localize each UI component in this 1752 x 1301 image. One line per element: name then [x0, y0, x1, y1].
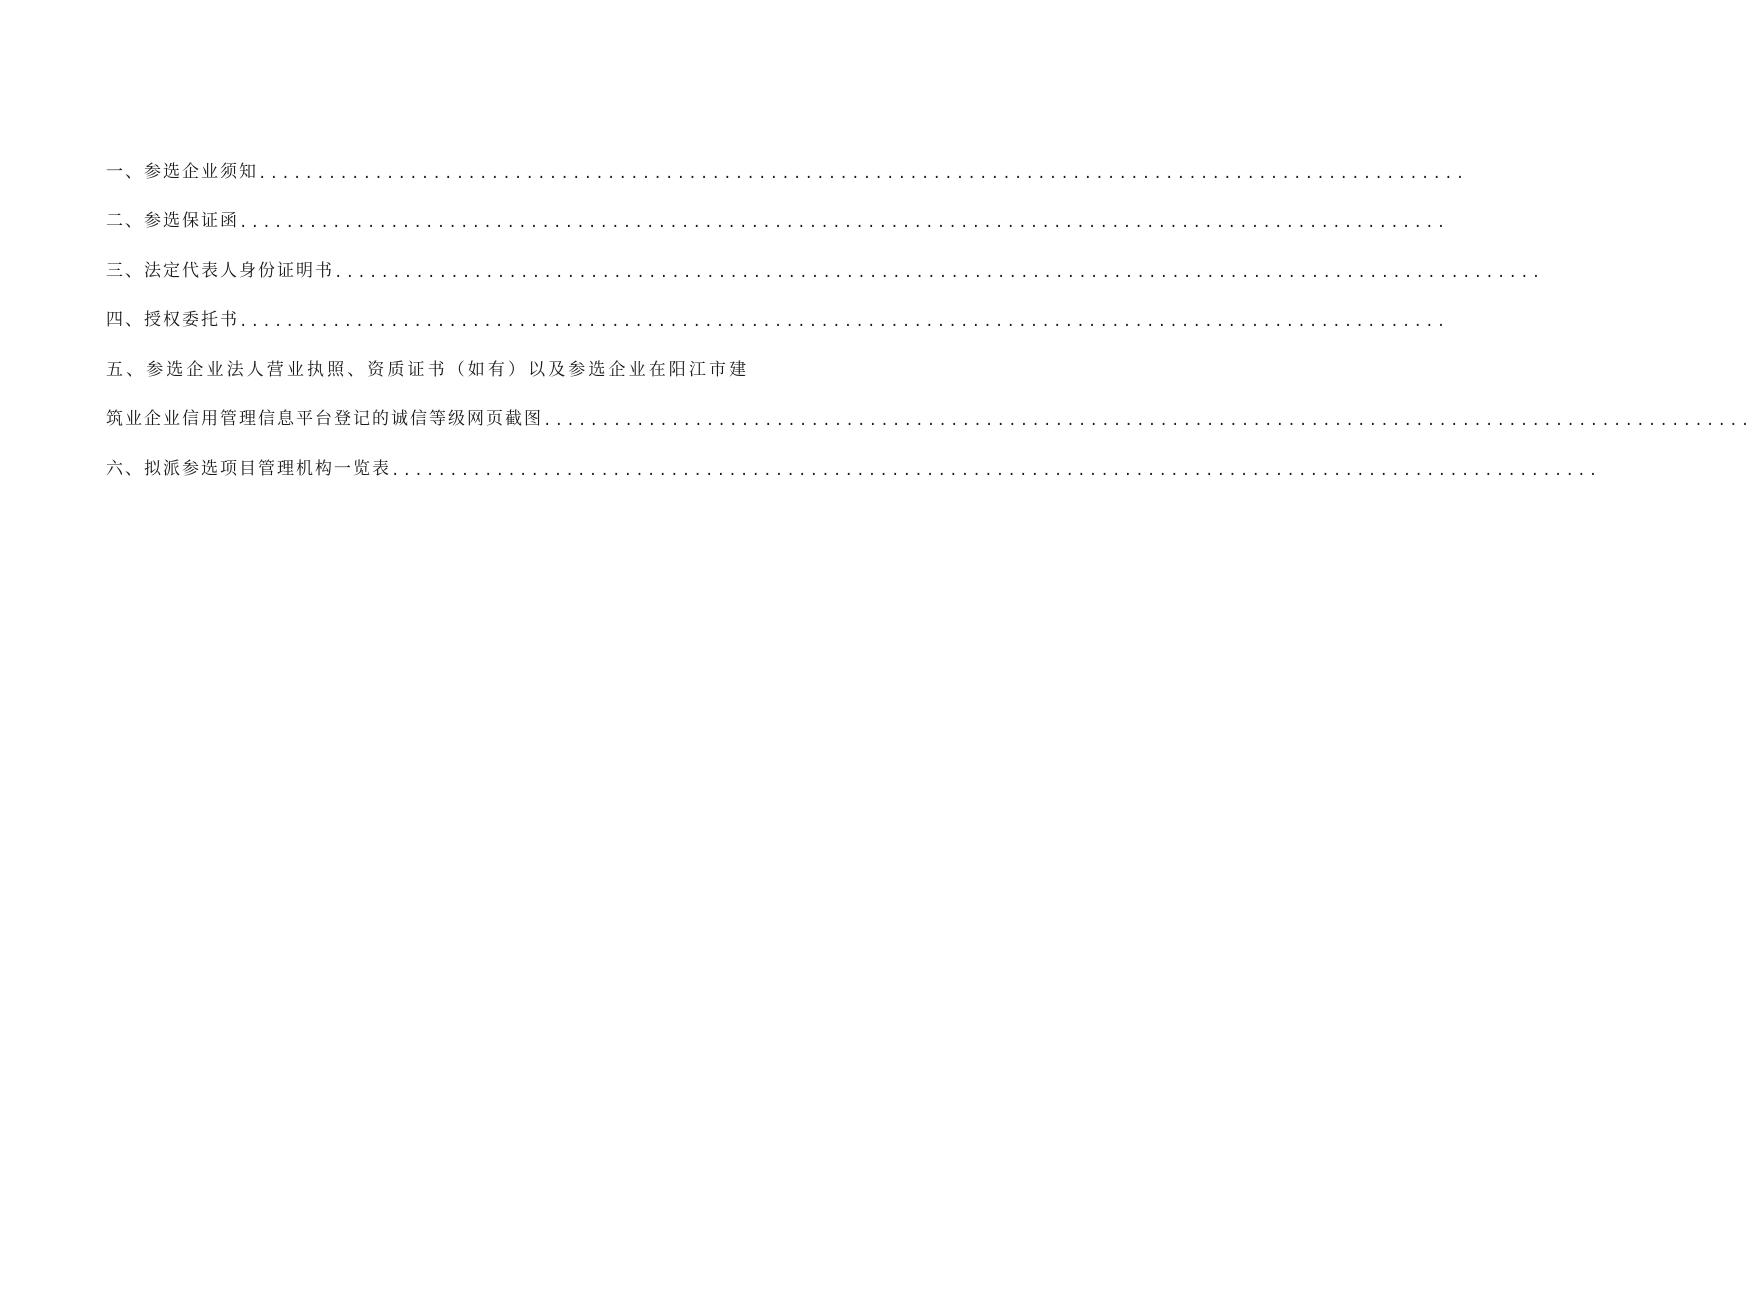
- toc-dot-leader: ........................................................................................................: [239, 314, 1449, 330]
- toc-entry-2[interactable]: [106, 195, 1449, 245]
- toc-entry-6[interactable]: [106, 442, 1601, 492]
- toc-dot-leader: ........................................................................................................: [391, 462, 1601, 479]
- toc-entry-text: 四、授权委托书: [106, 310, 239, 330]
- toc-entry-text: 筑业企业信用管理信息平台登记的诚信等级网页截图: [106, 409, 543, 429]
- toc-entry-5-line-1[interactable]: [106, 343, 750, 393]
- toc-entry-text: 三、法定代表人身份证明书: [106, 260, 334, 281]
- toc-entry-5-line-2[interactable]: [106, 393, 1752, 443]
- toc-entry-4[interactable]: [106, 294, 1449, 344]
- toc-entry-text: 五、参选企业法人营业执照、资质证书（如有）以及参选企业在阳江市建: [106, 359, 750, 380]
- toc-dot-leader: ........................................................................................................: [334, 264, 1544, 281]
- toc-entry-1[interactable]: [106, 145, 1468, 195]
- toc-dot-leader: ........................................................................................................: [543, 413, 1752, 429]
- toc-dot-leader: ........................................................................................................: [258, 165, 1468, 182]
- toc-entry-text: 六、拟派参选项目管理机构一览表: [106, 458, 391, 479]
- toc-dot-leader: ........................................................................................................: [239, 215, 1449, 231]
- toc-entry-text: 一、参选企业须知: [106, 161, 258, 182]
- toc-entry-3[interactable]: [106, 244, 1544, 294]
- table-of-contents: [106, 145, 1752, 492]
- toc-entry-text: 二、参选保证函: [106, 211, 239, 231]
